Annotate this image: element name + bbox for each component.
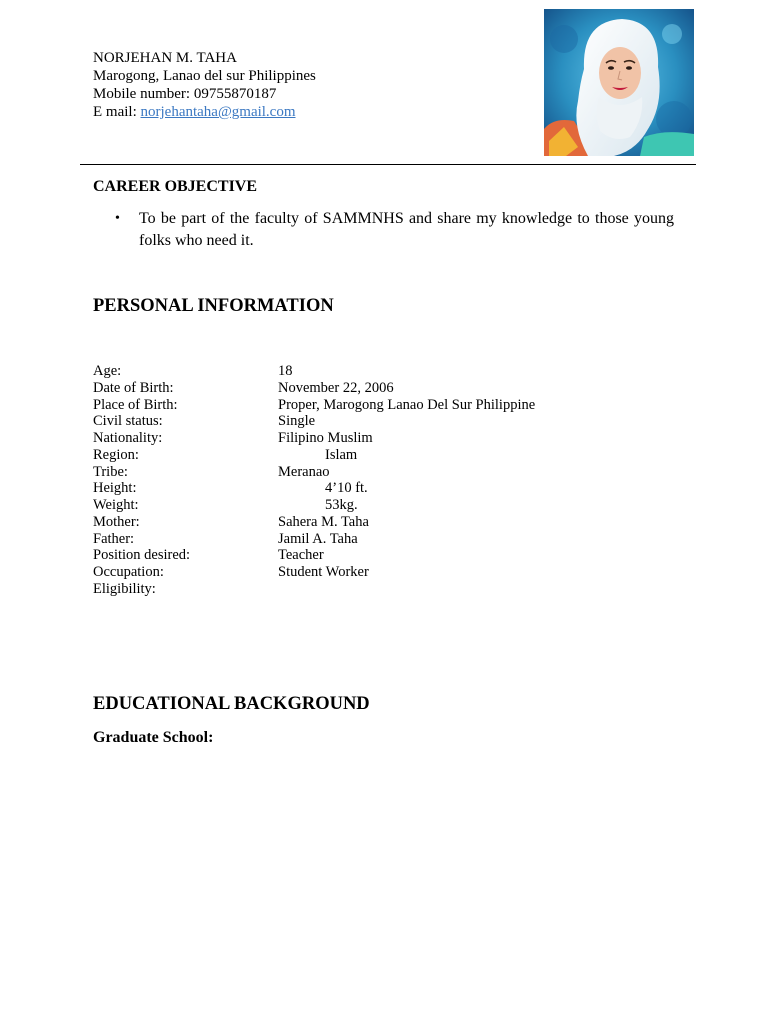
info-value: 53kg.: [325, 497, 358, 513]
info-value: Islam: [325, 446, 358, 463]
applicant-name: NORJEHAN M. TAHA: [93, 50, 237, 66]
info-label: Nationality:: [93, 430, 163, 446]
info-label: Tribe:: [93, 463, 128, 480]
info-value: 4’10 ft.: [325, 480, 368, 497]
info-value: Sahera M. Taha: [278, 513, 369, 530]
info-value: 18: [278, 363, 293, 379]
info-value: Student Worker: [278, 564, 369, 580]
info-value: Proper, Marogong Lanao Del Sur Philippine: [278, 396, 536, 413]
mobile-label: Mobile number:: [93, 86, 194, 102]
info-value: Filipino Muslim: [278, 430, 373, 446]
info-label: Date of Birth:: [93, 379, 174, 396]
info-label: Occupation:: [93, 564, 164, 580]
applicant-address: Marogong, Lanao del sur Philippines: [93, 68, 316, 84]
info-label: Region:: [93, 446, 139, 463]
info-label: Position desired:: [93, 547, 191, 564]
mobile-line: [93, 85, 316, 103]
info-label: Age:: [93, 363, 122, 379]
bullet-icon: •: [115, 211, 120, 226]
info-label: Height:: [93, 480, 137, 497]
info-value: Teacher: [278, 547, 324, 564]
info-value: Meranao: [278, 463, 330, 480]
email-line: [93, 103, 316, 121]
graduate-school-label: Graduate School:: [93, 729, 214, 746]
info-value: Single: [278, 413, 316, 430]
info-label: Father:: [93, 530, 135, 547]
profile-photo: [544, 9, 694, 156]
info-label: Eligibility:: [93, 580, 156, 597]
educational-background-heading: EDUCATIONAL BACKGROUND: [93, 694, 370, 714]
email-label: E mail:: [93, 104, 141, 120]
info-label: Civil status:: [93, 413, 163, 430]
header-divider: [80, 164, 696, 165]
career-objective-heading: CAREER OBJECTIVE: [93, 178, 258, 195]
contact-header: [93, 49, 316, 121]
mobile-number: 09755870187: [193, 86, 277, 102]
info-label: Place of Birth:: [93, 396, 178, 413]
info-value: November 22, 2006: [278, 379, 394, 396]
info-label: Mother:: [93, 513, 140, 530]
career-objective-item: [115, 208, 674, 252]
email-link[interactable]: norjehantaha@gmail.com: [140, 104, 296, 120]
personal-information-heading: PERSONAL INFORMATION: [93, 296, 334, 316]
career-objective-text: To be part of the faculty of SAMMNHS and share my knowledge to those young folks who need it.: [139, 210, 674, 249]
info-label: Weight:: [93, 497, 139, 513]
info-value: Jamil A. Taha: [278, 530, 358, 547]
